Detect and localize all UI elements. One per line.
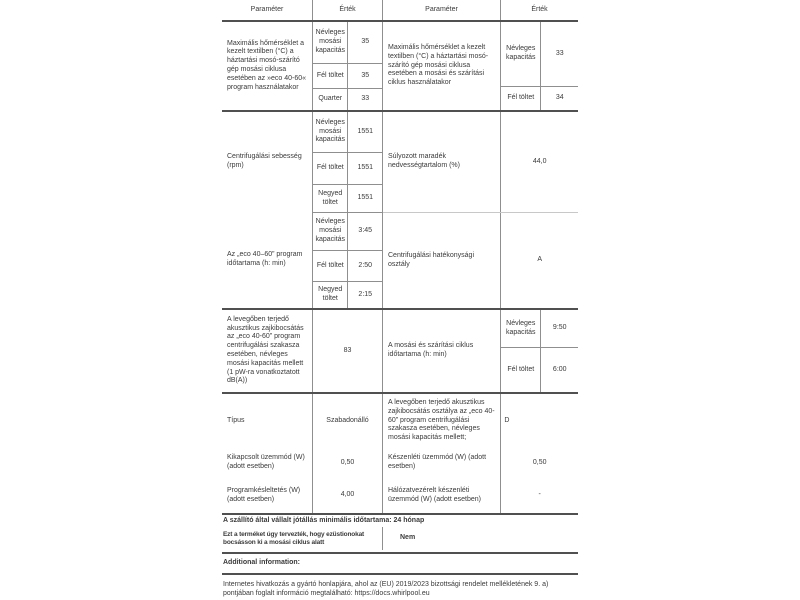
subrow-value: 35 — [347, 64, 382, 88]
subrow-label: Negyed töltet — [318, 286, 343, 302]
subrow-label: Fél töltet — [507, 365, 535, 373]
group-noise-duration — [222, 310, 578, 394]
value-noise: 83 — [312, 310, 382, 392]
subrow-label: Névleges mosási kapacitás — [315, 118, 346, 144]
subrow-label: Névleges kapacitás — [505, 45, 536, 61]
warranty-duration-text: A szállító által vállalt jótállás minimális időtartama: 24 hónap — [223, 516, 425, 524]
subrow-value: 3:45 — [347, 213, 382, 250]
values-max-temp-washdry — [500, 22, 578, 110]
values-washdry-duration — [500, 310, 578, 392]
subrow-value: 2:15 — [347, 282, 382, 308]
subrow-label: Fél töltet — [316, 71, 344, 79]
group-type-power — [222, 394, 578, 515]
value-noise-class: D — [500, 394, 578, 448]
values-spin-speed — [312, 112, 382, 212]
header-parameter-right: Paraméter — [382, 0, 500, 20]
group-spin-duration — [222, 112, 578, 310]
table-header-row — [222, 0, 578, 22]
product-fiche-table — [222, 0, 578, 598]
subrow-label: Fél töltet — [507, 94, 535, 102]
subrow-label: Névleges mosási kapacitás — [315, 218, 346, 243]
header-value-right: Érték — [500, 0, 578, 20]
subrow-value: 33 — [347, 89, 382, 110]
value-residual-moisture: 44,0 — [500, 112, 578, 212]
param-noise: A levegőben terjedő akusztikus zajkibocsátás az „eco 40-60” program centrifugálási szakasza esetében, névleges mosási kapacitás mellett (1 pW-ra vonatkoztatott dB(A)) — [227, 315, 304, 385]
values-max-temp-wash — [312, 22, 382, 110]
value-type: Szabadonálló — [312, 394, 382, 448]
subrow-label: Névleges mosási kapacitás — [315, 29, 346, 54]
param-type: Típus — [227, 416, 245, 424]
subrow-value: 2:50 — [347, 251, 382, 281]
subrow-label: Negyed töltet — [318, 189, 343, 206]
param-spin-speed: Centrifugálási sebesség (rpm) — [227, 153, 302, 169]
param-max-temp-wash: Maximális hőmérséklet a kezelt textilben (°C) a háztartási mosó-szárító gép mosási ciklusa esetében az »eco 40-60« program használatakor — [227, 39, 307, 91]
param-noise-class: A levegőben terjedő akusztikus zajkibocsátás osztálya az „eco 40-60” program centrifugálási szakasza esetében, névleges mosási kapacitás mellett; — [388, 399, 495, 442]
param-delay-start: Programkésleltetés (W) (adott esetben) — [227, 486, 301, 503]
param-spin-class: Centrifugálási hatékonysági osztály — [388, 251, 474, 268]
silver-ions-question: Ezt a terméket úgy tervezték, hogy ezüstionokat bocsásson ki a mosási ciklus alatt — [223, 530, 365, 546]
group-max-temperature — [222, 22, 578, 112]
subrow-value: 34 — [540, 87, 578, 110]
subrow-label: Névleges kapacitás — [505, 319, 536, 336]
silver-ions-answer: Nem — [382, 527, 578, 550]
subrow-label: Fél töltet — [316, 261, 344, 269]
param-networked-standby: Hálózatvezérelt készenléti üzemmód (W) (adott esetben) — [388, 486, 481, 503]
header-parameter-left: Paraméter — [250, 5, 284, 13]
subrow-value: 35 — [347, 22, 382, 63]
param-residual-moisture: Súlyozott maradék nedvességtartalom (%) — [388, 153, 460, 169]
value-delay-start: 4,00 — [312, 478, 382, 513]
subrow-label: Quarter — [318, 95, 343, 103]
subrow-value: 1551 — [347, 112, 382, 152]
subrow-value: 6:00 — [540, 348, 578, 392]
subrow-value: 1551 — [347, 185, 382, 212]
param-eco-duration: Az „eco 40–60” program időtartama (h: min) — [227, 251, 303, 267]
param-standby-mode: Készenléti üzemmód (W) (adott esetben) — [388, 454, 487, 470]
value-off-mode: 0,50 — [312, 448, 382, 478]
value-spin-class: A — [500, 213, 578, 308]
param-max-temp-washdry: Maximális hőmérséklet a kezelt textilben (°C) a háztartási mosó-szárító gép mosási ciklusa esetében a mosási és szárítási ciklus használatakor — [382, 22, 500, 110]
subrow-label: Fél töltet — [316, 164, 344, 172]
header-value-left: Érték — [312, 0, 382, 20]
warranty-section — [222, 515, 578, 554]
manufacturer-link-text: Internetes hivatkozás a gyártó honlapjára, ahol az (EU) 2019/2023 bizottsági rendelet mellékletének 9. a) pontjában foglalt információ megtalálható: https://docs.whirlpool.eu — [223, 581, 549, 598]
subrow-value: 33 — [540, 22, 578, 86]
subrow-value: 1551 — [347, 153, 382, 184]
param-washdry-duration: A mosási és szárítási ciklus időtartama (h: min) — [382, 310, 500, 392]
value-standby-mode: 0,50 — [500, 448, 578, 478]
additional-information-heading: Additional information: — [222, 554, 578, 575]
value-networked-standby: - — [500, 478, 578, 513]
subrow-value: 9:50 — [540, 310, 578, 347]
param-off-mode: Kikapcsolt üzemmód (W) (adott esetben) — [227, 454, 305, 470]
values-eco-duration — [312, 212, 382, 308]
